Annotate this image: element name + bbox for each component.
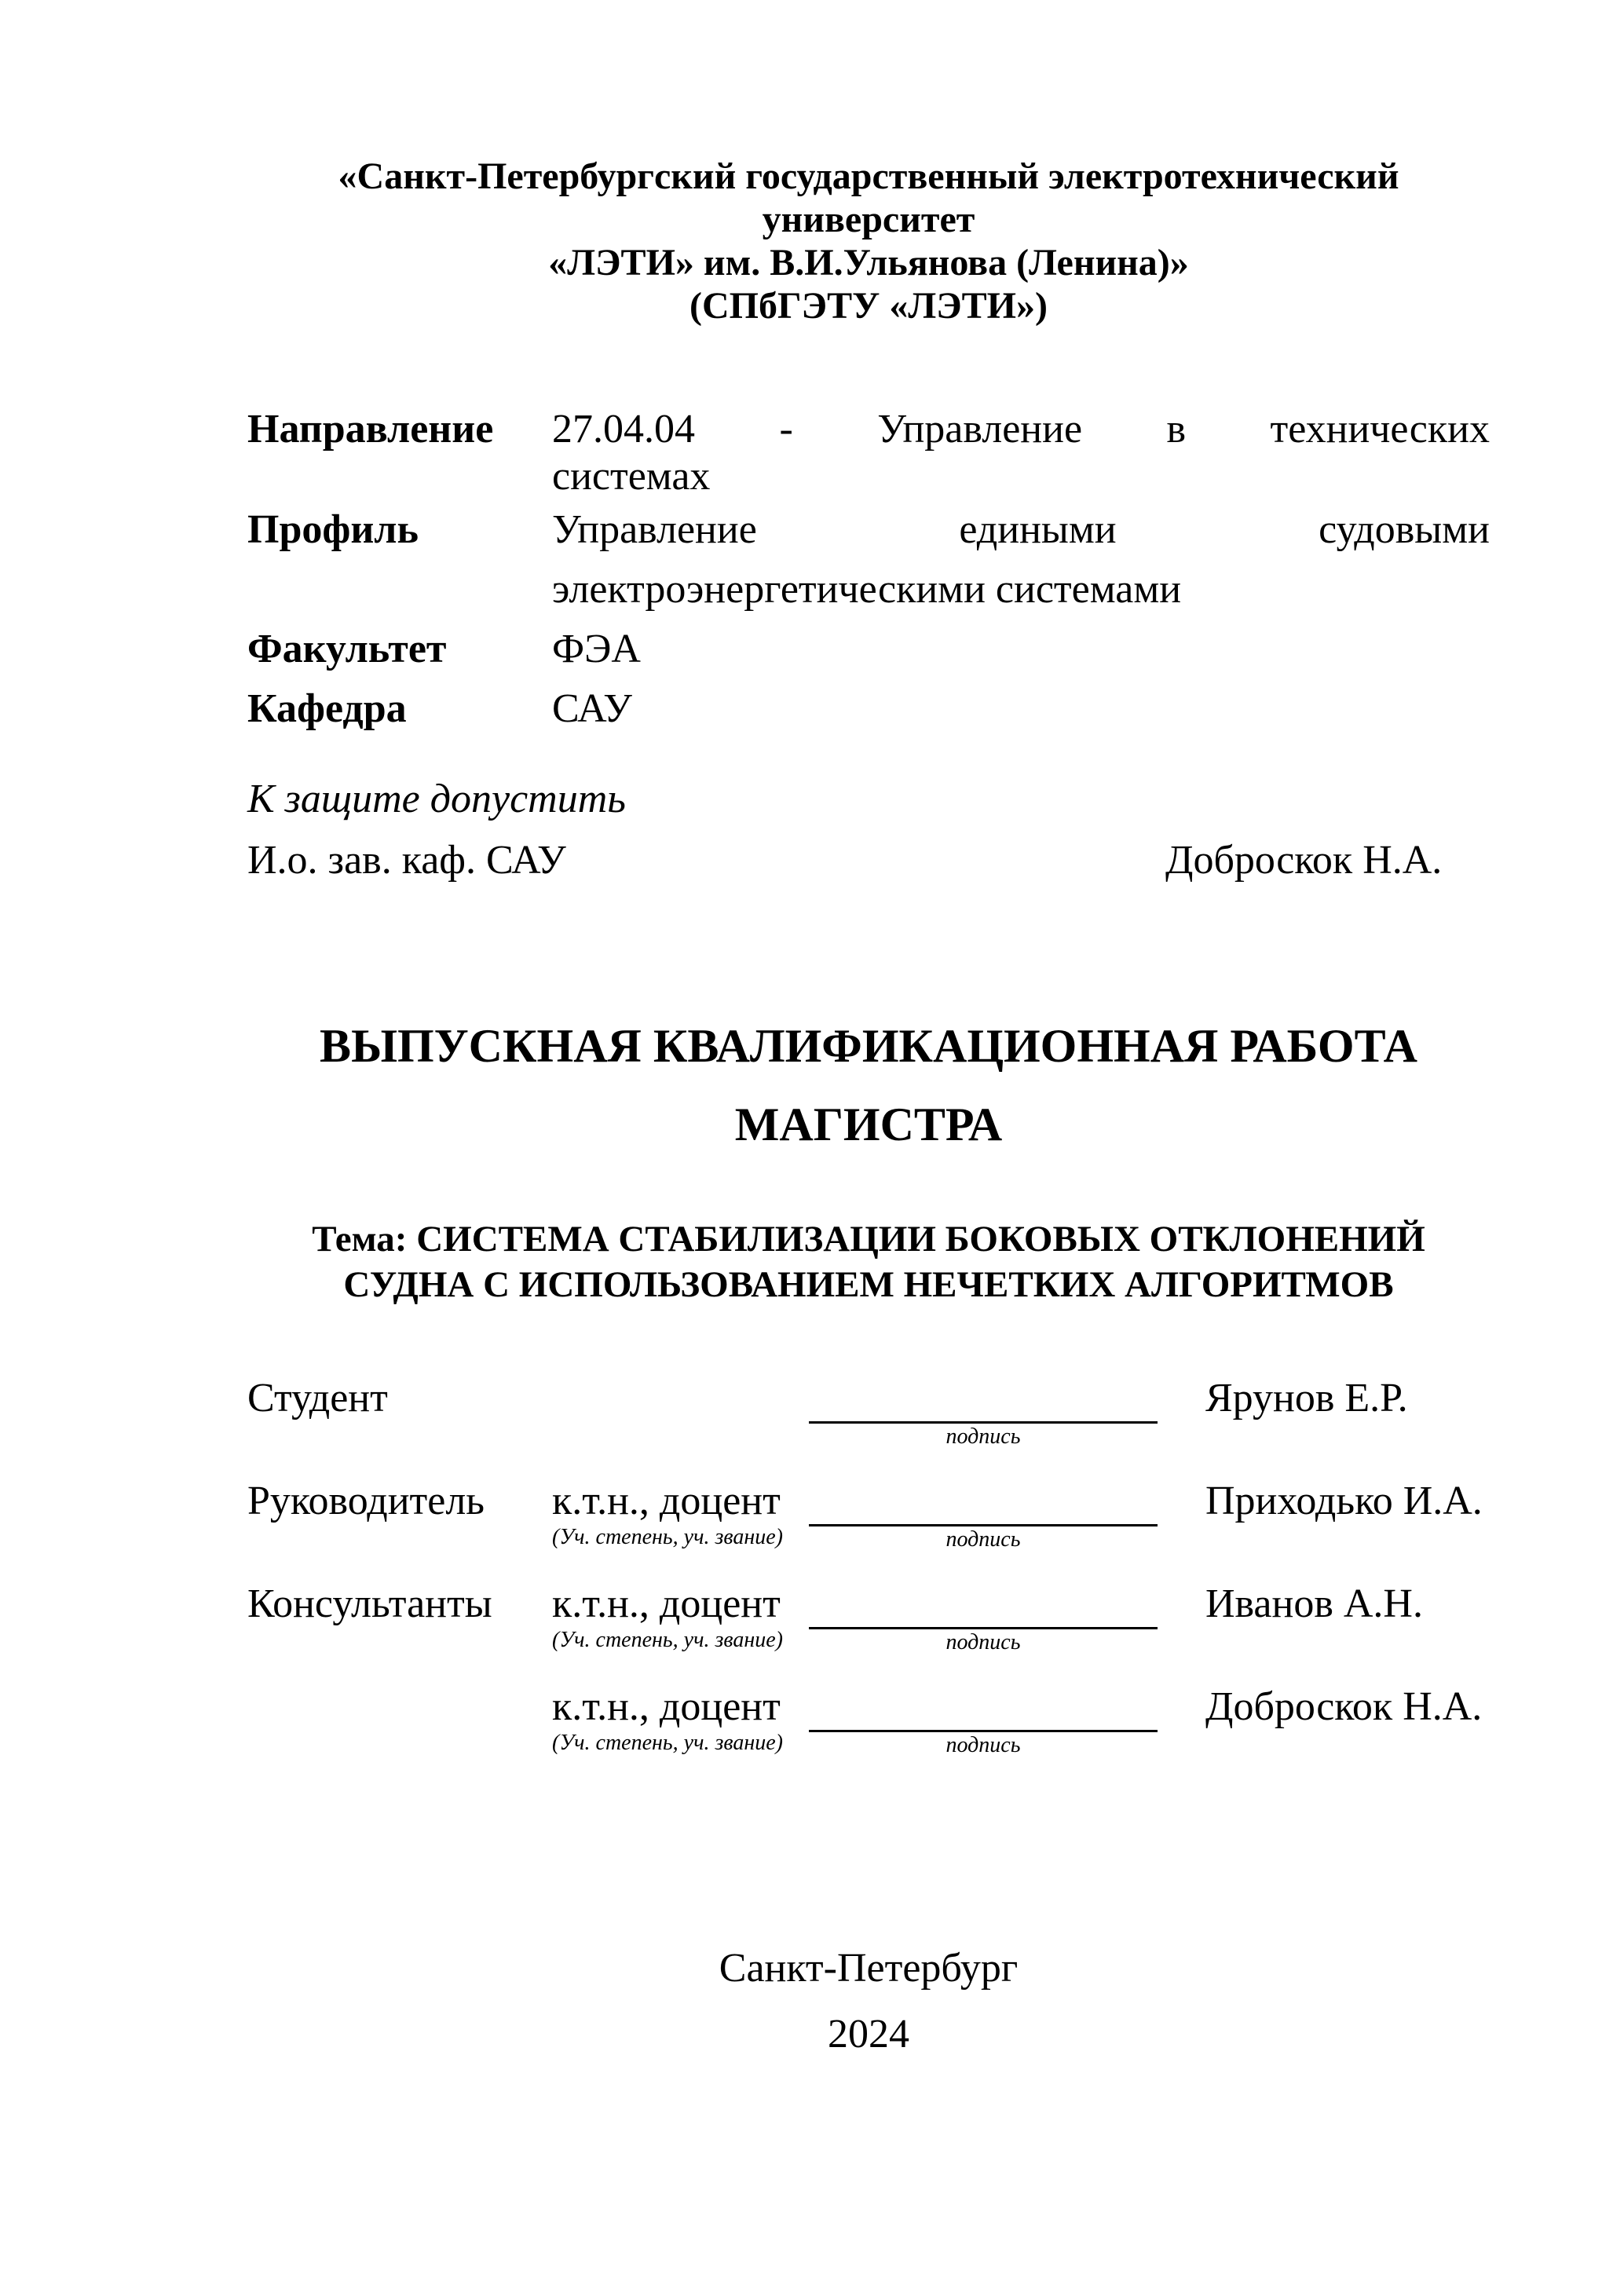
info-row-department: [247, 679, 1490, 739]
signature-row-consultant-1: [247, 1581, 1490, 1656]
university-name-line-2: «ЛЭТИ» им. В.И.Ульянова (Ленина)»: [548, 242, 1189, 283]
department-value-line: САУ: [552, 686, 632, 731]
admission-block: [247, 776, 1490, 884]
approver-row: [247, 837, 1490, 884]
page-footer: [247, 1945, 1490, 2058]
signature-line: [809, 1684, 1158, 1732]
signature-role: Руководитель: [247, 1479, 485, 1523]
signature-person-name: Ярунов Е.Р.: [1205, 1376, 1408, 1420]
signature-degree-cell: [552, 1479, 809, 1551]
signature-row-supervisor: [247, 1479, 1490, 1553]
signature-degree: к.т.н., доцент: [552, 1684, 781, 1729]
work-title-line-2: МАГИСТРА: [734, 1099, 1003, 1150]
profile-label: Профиль: [247, 507, 419, 552]
signature-degree-cell: [552, 1684, 809, 1757]
profile-value: [552, 500, 1490, 620]
signature-line: [809, 1479, 1158, 1526]
university-abbreviation-line: (СПбГЭТУ «ЛЭТИ»): [689, 285, 1048, 327]
signature-role: Студент: [247, 1376, 388, 1420]
approver-name: Доброскок Н.А.: [1165, 838, 1443, 883]
signature-field: [809, 1684, 1205, 1759]
signature-degree-hint: (Уч. степень, уч. звание): [552, 1525, 783, 1549]
university-header: [247, 155, 1490, 327]
program-info: [247, 406, 1490, 739]
footer-city: Санкт-Петербург: [719, 1946, 1019, 1991]
signature-degree-hint: (Уч. степень, уч. звание): [552, 1731, 783, 1755]
signature-field: [809, 1479, 1205, 1553]
profile-value-line-1: Управление едиными судовыми: [552, 507, 1490, 552]
info-row-profile: [247, 500, 1490, 620]
university-name-line-1: «Санкт-Петербургский государственный электротехнический университет: [338, 155, 1399, 240]
work-topic-line-2: СУДНА С ИСПОЛЬЗОВАНИЕМ НЕЧЕТКИХ АЛГОРИТМОВ: [343, 1264, 1394, 1305]
footer-year: 2024: [828, 2012, 909, 2057]
direction-value-line-1: 27.04.04 - Управление в технических: [552, 407, 1490, 452]
signature-hint: подпись: [946, 1630, 1021, 1654]
signature-person-name: Доброскок Н.А.: [1205, 1684, 1483, 1729]
department-label: Кафедра: [247, 686, 407, 731]
direction-value: [552, 406, 1490, 500]
signature-hint: подпись: [946, 1424, 1021, 1449]
work-topic-line-1: Тема: СИСТЕМА СТАБИЛИЗАЦИИ БОКОВЫХ ОТКЛОНЕНИЙ: [312, 1219, 1425, 1260]
signature-row-student: [247, 1376, 1490, 1450]
faculty-value-line: ФЭА: [552, 627, 641, 671]
permit-to-defense-line: К защите допустить: [247, 777, 626, 821]
signature-hint: подпись: [946, 1733, 1021, 1757]
approver-position: И.о. зав. каф. САУ: [247, 838, 566, 883]
direction-label: Направление: [247, 407, 494, 452]
signature-degree-hint: (Уч. степень, уч. звание): [552, 1628, 783, 1652]
signature-role: Консультанты: [247, 1581, 492, 1626]
signature-hint: подпись: [946, 1527, 1021, 1552]
work-topic: [247, 1216, 1490, 1307]
signature-person-name: Приходько И.А.: [1205, 1479, 1483, 1523]
direction-value-line-2: системах: [552, 454, 711, 499]
signature-person-name: Иванов А.Н.: [1205, 1581, 1423, 1626]
faculty-label: Факультет: [247, 627, 447, 671]
signature-field: [809, 1376, 1205, 1450]
department-value: [552, 679, 1490, 739]
signature-degree-cell: [552, 1581, 809, 1654]
page-content: [247, 155, 1490, 2058]
profile-value-line-2: электроэнергетическими системами: [552, 567, 1182, 612]
info-row-faculty: [247, 620, 1490, 679]
faculty-value: [552, 620, 1490, 679]
signature-field: [809, 1581, 1205, 1656]
work-title-line-1: ВЫПУСКНАЯ КВАЛИФИКАЦИОННАЯ РАБОТА: [320, 1020, 1417, 1072]
signature-line: [809, 1376, 1158, 1424]
info-row-direction: [247, 406, 1490, 500]
signature-line: [809, 1581, 1158, 1629]
work-title: [247, 1007, 1490, 1164]
signatures-block: [247, 1376, 1490, 1759]
signature-degree: к.т.н., доцент: [552, 1581, 781, 1626]
signature-degree: к.т.н., доцент: [552, 1479, 781, 1523]
signature-row-consultant-2: [247, 1684, 1490, 1759]
